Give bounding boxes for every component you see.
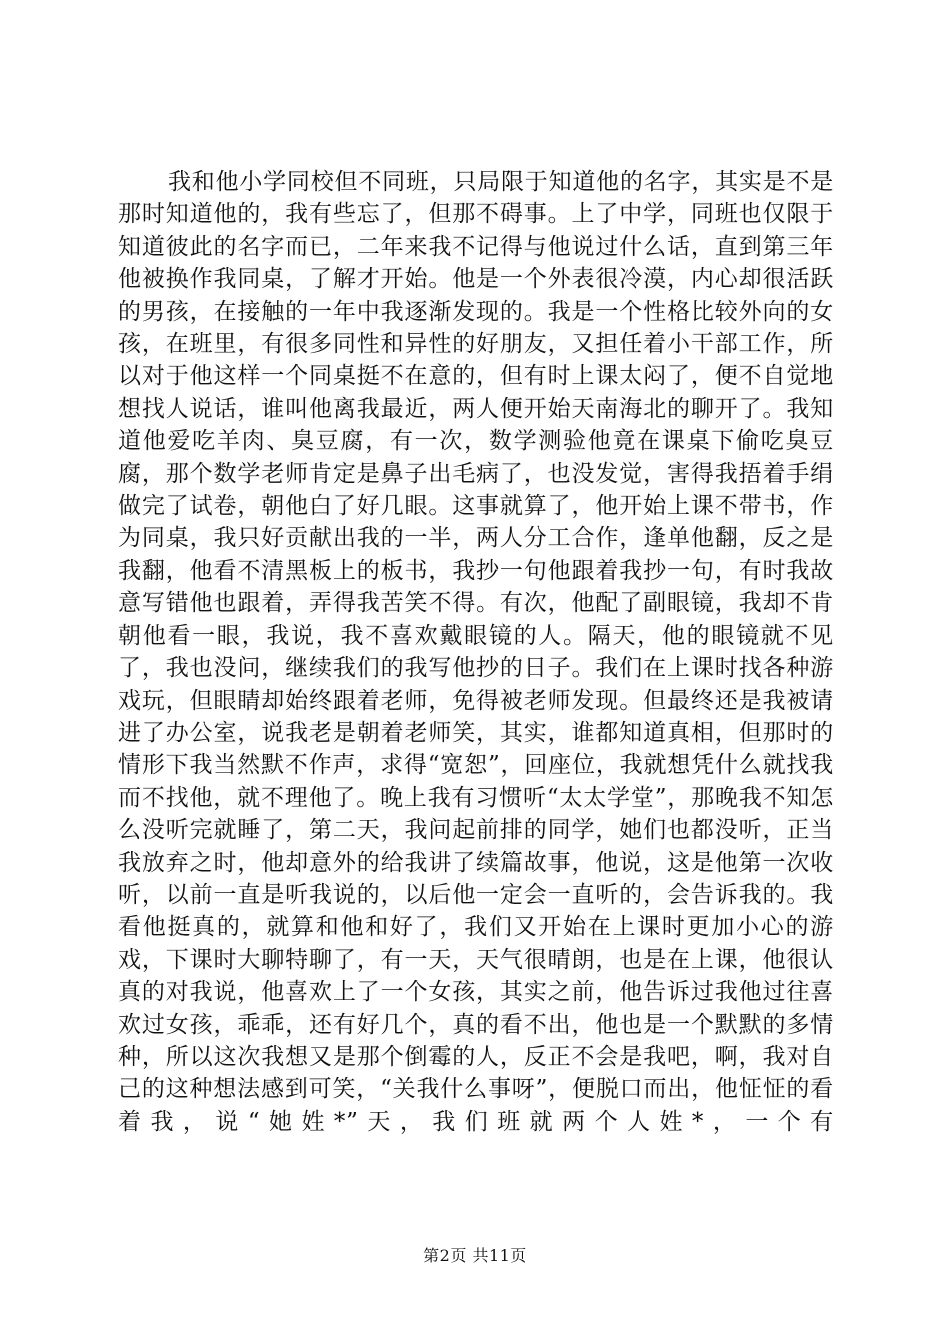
body-paragraph: 我和他小学同校但不同班，只局限于知道他的名字，其实是不是那时知道他的，我有些忘了，但那不碍事。上了中学，同班也仅限于知道彼此的名字而已，二年来我不记得与他说过什么话，直到第三年他被换作我同桌，了解才开始。他是一个外表很冷漠，内心却很活跃的男孩，在接触的一年中我逐渐发现的。我是一个性格比较外向的女孩，在班里，有很多同性和异性的好朋友，又担任着小干部工作，所以对于他这样一个同桌挺不在意的，但有时上课太闷了，便不自觉地想找人说话，谁叫他离我最近，两人便开始天南海北的聊开了。我知道他爱吃羊肉、臭豆腐，有一次，数学测验他竟在课桌下偷吃臭豆腐，那个数学老师肯定是鼻子出毛病了，也没发觉，害得我捂着手绢做完了试卷，朝他白了好几眼。这事就算了，他开始上课不带书，作为同桌，我只好贡献出我的一半，两人分工合作，逢单他翻，反之是我翻，他看不清黑板上的板书，我抄一句他跟着我抄一句，有时我故意写错他也跟着，弄得我苦笑不得。有次，他配了副眼镜，我却不肯朝他看一眼，我说，我不喜欢戴眼镜的人。隔天，他的眼镜就不见了，我也没问，继续我们的我写他抄的日子。我们在上课时找各种游戏玩，但眼睛却始终跟着老师，免得被老师发现。但最终还是我被请进了办公室，说我老是朝着老师笑，其实，谁都知道真相，但那时的情形下我当然默不作声，求得“宽恕”，回座位，我就想凭什么就找我而不找他，就不理他了。晚上我有习惯听“太太学堂”，那晚我不知怎么没听完就睡了，第二天，我问起前排的同学，她们也都没听，正当我放弃之时，他却意外的给我讲了续篇故事，他说，这是他第一次收听，以前一直是听我说的，以后他一定会一直听的，会告诉我的。我看他挺真的，就算和他和好了，我们又开始在上课时更加小心的游戏，下课时大聊特聊了，有一天，天气很晴朗，也是在上课，他很认真的对我说，他喜欢上了一个女孩，其实之前，他告诉过我他过往喜欢过女孩，乖乖，还有好几个，真的看不出，他也是一个默默的多情种，所以这次我想又是那个倒霉的人，反正不会是我吧，啊，我对自己的这种想法感到可笑，“关我什么事呀”，便脱口而出，他怔怔的看着我，说“她姓*”天，我们班就两个人姓*，一个有 [118, 169, 834, 1135]
page-footer: 第2页 共11页 [423, 1246, 527, 1265]
